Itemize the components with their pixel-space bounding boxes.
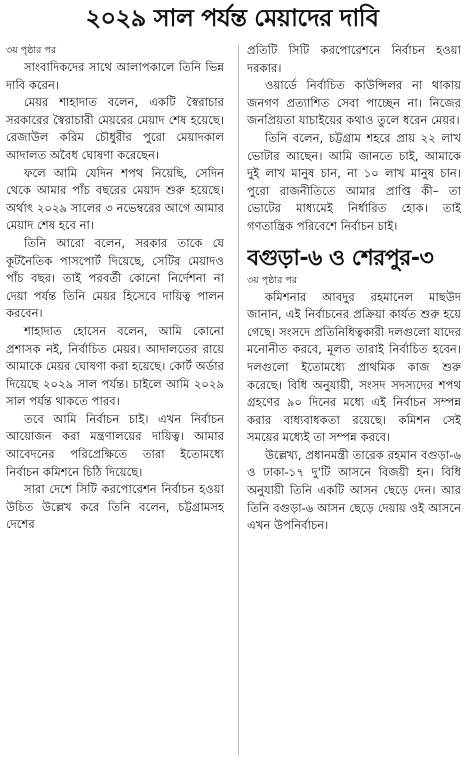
sub-headline: বগুড়া-৬ ও শেরপুর-৩: [247, 245, 434, 271]
article-paragraph: কমিশনার আবদুর রহমানেল মাছউদ জানান, এই নির্বাচনের প্রক্রিয়া কার্যত শুরু হয়ে গেছে। সংসদে প্রতিনিধিত্বকারী দলগুলো যাদের মনোনীত করবে, মূলত তারাই নির্বাচিত হবেন। দলগুলো ইতোমধ্যে প্রাথমিক কাজ শুরু করেছে। বিধি অনুযায়ী, সংসদ সদস্যদের শপথ গ্রহণের ৯০ দিনের মধ্যে এই নির্বাচন সম্পন্ন করার বাধ্যবাধকতা রয়েছে। কমিশন সেই সময়ের মধ্যেই তা সম্পন্ন করবে।: [247, 289, 461, 445]
article-paragraph: তিনি আরো বলেন, সরকার তাকে যে কূটনৈতিক পাসপোর্ট দিয়েছে, সেটির মেয়াদও পাঁচ বছর। তাই পরবর্তী কোনো নির্দেশনা না দেয়া পর্যন্ত তিনি মেয়র হিসেবে দায়িত্ব পালন করবেন।: [6, 235, 224, 321]
article-paragraph: তিনি বলেন, চট্টগ্রাম শহরে প্রায় ২২ লাখ ভোটার আছেন। আমি জানতে চাই, আমাকে দুই লাখ মানুষ চান, না ১০ লাখ মানুষ চান। পুরো রাজনীতিতে আমার প্রাপ্তি কী– তা ভোটের মাধ্যমেই নির্ধারিত হোক। তাই গণতান্ত্রিক পরিবেশে নির্বাচন চাই।: [247, 130, 461, 233]
article-paragraph: ওয়ার্ডে নির্বাচিত কাউন্সিলর না থাকায় জনগণ প্রত্যাশিত সেবা পাচ্ছেন না। নিজের জনপ্রিয়তা যাচাইয়ের কথাও তুলে ধরেন মেয়র।: [247, 78, 461, 128]
right-column: [247, 42, 461, 752]
article-paragraph: প্রতিটি সিটি করপোরেশনে নির্বাচন হওয়া দরকার।: [247, 43, 461, 75]
article-paragraph: সাংবাদিকদের সাথে আলাপকালে তিনি ভিন্ন দাবি করেন।: [6, 60, 224, 92]
column-divider: [238, 44, 239, 756]
article-paragraph: তবে আমি নির্বাচন চাই। এখন নির্বাচন আয়োজন করা মন্ত্রণালয়ের দায়িত্ব। আমার আবেদনের পরিপ্রেক্ষিতে তারা ইতোমধ্যে নির্বাচন কমিশনে চিঠি দিয়েছে।: [6, 411, 224, 479]
continuation-note: ৩য় পৃষ্ঠার পর: [247, 274, 298, 286]
article-paragraph: সারা দেশে সিটি করপোরেশন নির্বাচন হওয়া উচিত উল্লেখ করে তিনি বলেন, চট্টগ্রামসহ দেশের: [6, 482, 224, 532]
left-column: [6, 44, 224, 754]
article-paragraph: উল্লেখ্য, প্রধানমন্ত্রী তারেক রহমান বগুড়া-৬ ও ঢাকা-১৭ দু'টি আসনে বিজয়ী হন। বিধি অনুযায়ী তিনি একটি আসন ছেড়ে দেন। আর তিনি বগুড়া-৬ আসন ছেড়ে দেয়ায় ওই আসনে এখন উপনির্বাচন।: [247, 447, 461, 533]
article-paragraph: ফলে আমি যেদিন শপথ নিয়েছি, সেদিন থেকে আমার পাঁচ বছরের মেয়াদ শুরু হয়েছে। অর্থাৎ ২০২৯ সালের ৩ নভেম্বরের আগে আমার মেয়াদ শেষ হবে না।: [6, 165, 224, 233]
article-paragraph: শাহাদাত হোসেন বলেন, আমি কোনো প্রশাসক নই, নির্বাচিত মেয়র। আদালতের রায়ে আমাকে মেয়র ঘোষণা করা হয়েছে। কোর্ট অর্ডার দিয়েছে ২০২৯ সাল পর্যন্ত। চাইলে আমি ২০২৯ সাল পর্যন্ত থাকতে পারব।: [6, 323, 224, 409]
article-paragraph: মেয়র শাহাদাত বলেন, একটি স্বৈরাচার সরকারের স্বৈরাচারী মেয়রের মেয়াদ শেষ হয়েছে। রেজাউল করিম চৌধুরীর পুরো মেয়াদকাল আদালত অবৈধ ঘোষণা করেছেন।: [6, 95, 224, 162]
continuation-note: ৩য় পৃষ্ঠার পর: [6, 45, 57, 56]
headline: ২০২৯ সাল পর্যন্ত মেয়াদের দাবি: [85, 4, 379, 32]
